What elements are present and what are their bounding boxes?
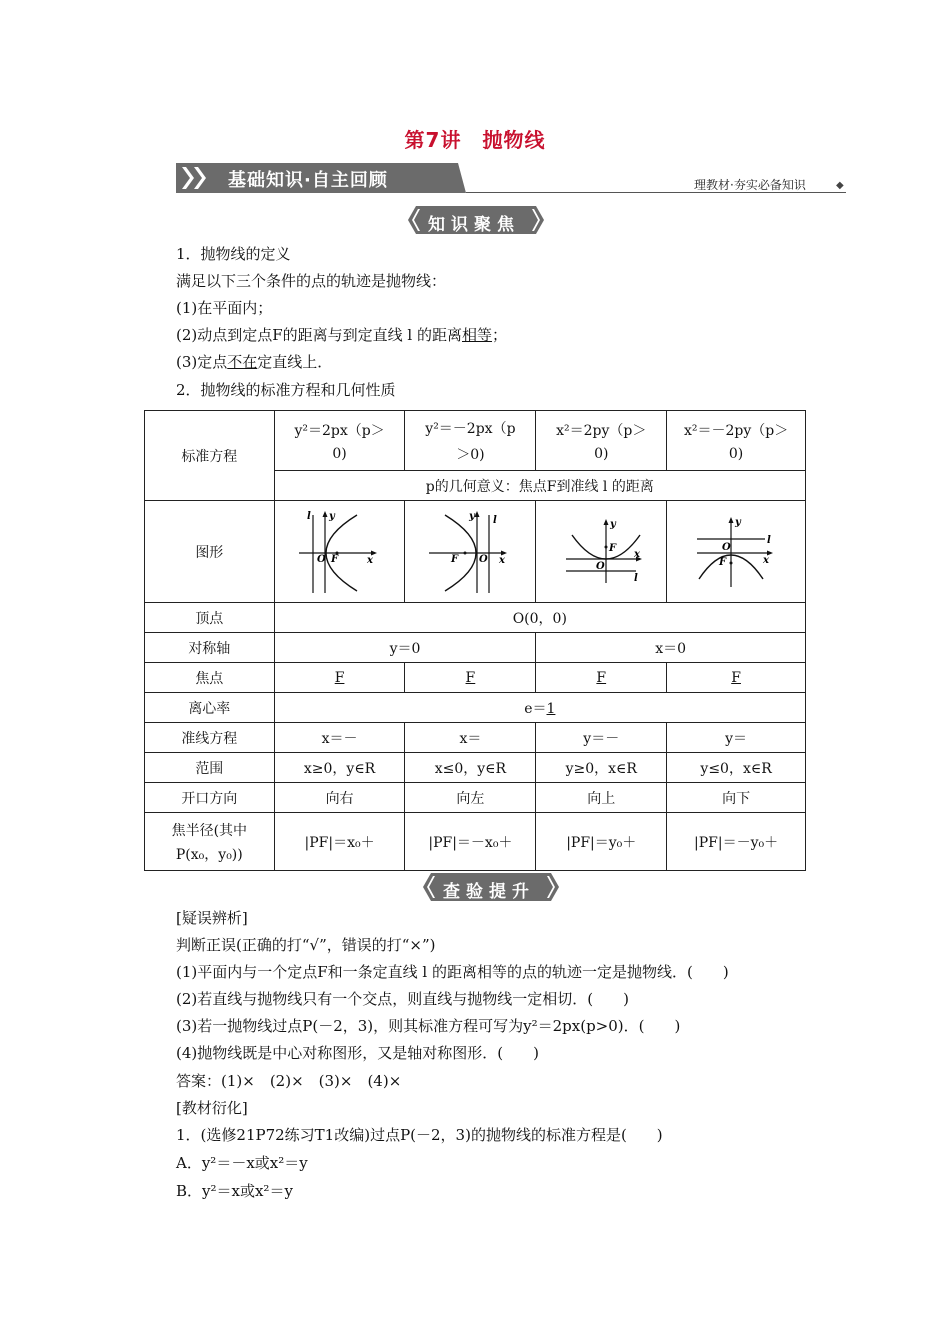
focus-blank: F (731, 669, 741, 686)
page-title: 第7讲 抛物线 (404, 128, 546, 152)
focus-blank: F (334, 669, 345, 686)
opening-value: 向下 (667, 783, 806, 813)
definition-heading: 1．抛物线的定义 (176, 245, 291, 263)
axis-value-y: x＝0 (536, 633, 806, 663)
label-x: x (366, 554, 373, 566)
parabola-up-figure (556, 507, 646, 597)
figure-up-opening (536, 501, 667, 603)
row-label-eccentricity: 离心率 (145, 693, 275, 723)
section-badge-review-label: 查验提升 (443, 882, 535, 902)
p-meaning: p的几何意义：焦点F到准线 l 的距离 (274, 471, 805, 501)
row-label-directrix: 准线方程 (145, 723, 275, 753)
opening-value: 向左 (405, 783, 536, 813)
label-f: F (609, 542, 617, 554)
row-label-axis: 对称轴 (145, 633, 275, 663)
label-x: x (634, 548, 641, 560)
banner-right-label: 理教材·夯实必备知识 (694, 178, 806, 192)
opening-value: 向右 (274, 783, 405, 813)
figure-left-opening (405, 501, 536, 603)
focal-radius-value: |PF|＝y₀＋ (536, 813, 667, 871)
review-question-3: (3)若一抛物线过点P(－2，3)，则其标准方程可写为y²＝2px(p>0)．( ) (176, 1017, 681, 1035)
range-value: y≥0，x∈R (536, 753, 667, 783)
label-o: O (316, 553, 326, 565)
row-label-figure: 图形 (145, 501, 275, 603)
equation-line: ＞0) (456, 446, 485, 463)
review-tag-textbook: [教材衍化] (176, 1099, 248, 1117)
directrix-value: y＝－ (536, 723, 667, 753)
label-y: y (328, 510, 335, 522)
label-y: y (735, 516, 741, 528)
focus-value (667, 663, 806, 693)
figure-down-opening (667, 501, 806, 603)
review-tag-error-analysis: [疑误辨析] (176, 909, 248, 927)
label-l: l (767, 534, 771, 546)
directrix-value: x＝－ (274, 723, 405, 753)
row-label-vertex: 顶点 (145, 603, 275, 633)
condition-2-text: (2)动点到定点F的距离与到定直线 l 的距离 (176, 326, 462, 344)
condition-3-text: (3)定点 (176, 353, 228, 371)
label-o: O (722, 541, 731, 553)
row-label-range: 范围 (145, 753, 275, 783)
label-f: F (330, 553, 338, 565)
focus-value (274, 663, 405, 693)
condition-3-answer: 不在 (227, 353, 258, 371)
banner-left-label: 基础知识·自主回顾 (228, 170, 388, 191)
label-l: l (306, 510, 311, 522)
review-question-2: (2)若直线与抛物线只有一个交点，则直线与抛物线一定相切．( ) (176, 990, 629, 1008)
axis-value-x: y＝0 (274, 633, 536, 663)
review-answer: 答案：(1)× (2)× (3)× (4)× (176, 1072, 402, 1090)
directrix-value: x＝ (405, 723, 536, 753)
equation-line: x²＝2py（p＞ (556, 422, 647, 439)
eccentricity-value (274, 693, 805, 723)
focus-value (536, 663, 667, 693)
y-axis-arrow (322, 511, 327, 517)
equation-line: y²＝－2px（p (425, 420, 516, 437)
focal-radius-label-line1: 焦半径(其中 (171, 822, 248, 839)
review-question-1: (1)平面内与一个定点F和一条定直线 l 的距离相等的点的轨迹一定是抛物线．( ) (176, 963, 729, 981)
parabola-right-figure (295, 507, 385, 597)
equation-line: y²＝2px（p＞ (294, 422, 385, 439)
review-question-4: (4)抛物线既是中心对称图形，又是轴对称图形．( ) (176, 1044, 539, 1062)
option-b: B．y²＝x或x²＝y (176, 1182, 293, 1200)
focus-blank: F (465, 669, 476, 686)
label-l: l (634, 572, 639, 584)
diamond-icon: ◆ (836, 180, 844, 191)
section-badge-knowledge-label: 知识聚焦 (428, 215, 520, 235)
equation-cell (536, 411, 667, 471)
equation-cell (667, 411, 806, 471)
label-o: O (479, 553, 489, 565)
label-f: F (451, 553, 459, 565)
row-label-focus: 焦点 (145, 663, 275, 693)
definition-condition-2 (176, 324, 507, 346)
parabola-left-figure (425, 507, 515, 597)
label-o: O (596, 560, 605, 572)
range-value: y≤0，x∈R (667, 753, 806, 783)
table-heading: 2．抛物线的标准方程和几何性质 (176, 381, 396, 399)
equation-line: 0) (728, 445, 744, 462)
label-y: y (610, 518, 617, 530)
parabola-properties-table (144, 410, 806, 871)
focus-value (405, 663, 536, 693)
condition-2-answer: 相等 (462, 326, 493, 344)
equation-cell (405, 411, 536, 471)
condition-2-end: ； (492, 326, 508, 344)
focal-radius-value: |PF|＝－x₀＋ (405, 813, 536, 871)
equation-cell (274, 411, 405, 471)
row-label-focal-radius (145, 813, 275, 871)
range-value: x≥0，y∈R (274, 753, 405, 783)
focal-radius-value: |PF|＝－y₀＋ (667, 813, 806, 871)
definition-condition-3 (176, 351, 332, 373)
row-label-equation: 标准方程 (145, 411, 275, 501)
condition-3-end: 定直线上． (257, 353, 333, 371)
label-x: x (499, 554, 506, 566)
review-instruction: 判断正误(正确的打“√”，错误的打“×”) (176, 936, 436, 954)
label-l: l (493, 514, 498, 526)
definition-condition-1: (1)在平面内； (176, 299, 273, 317)
definition-intro: 满足以下三个条件的点的轨迹是抛物线： (176, 272, 447, 290)
focal-radius-value: |PF|＝x₀＋ (274, 813, 405, 871)
row-label-opening: 开口方向 (145, 783, 275, 813)
opening-value: 向上 (536, 783, 667, 813)
figure-right-opening (274, 501, 405, 603)
equation-line: 0) (594, 445, 609, 462)
equation-line: x²＝－2py（p＞ (683, 422, 789, 439)
vertex-value: O(0，0) (274, 603, 805, 633)
label-x: x (763, 554, 770, 566)
label-y: y (469, 510, 476, 522)
range-value: x≤0，y∈R (405, 753, 536, 783)
equation-line: 0) (332, 445, 347, 462)
focus-blank: F (596, 669, 607, 686)
textbook-problem-1: 1．(选修21P72练习T1改编)过点P(－2，3)的抛物线的标准方程是( ) (176, 1126, 663, 1144)
eccentricity-prefix: e＝ (524, 700, 547, 717)
label-f: F (719, 556, 727, 568)
option-a: A．y²＝－x或x²＝y (176, 1154, 308, 1172)
directrix-value: y＝ (667, 723, 806, 753)
eccentricity-answer: 1 (546, 700, 556, 717)
parabola-down-figure (691, 507, 781, 597)
focal-radius-label-line2: P(x₀，y₀)) (175, 846, 243, 863)
